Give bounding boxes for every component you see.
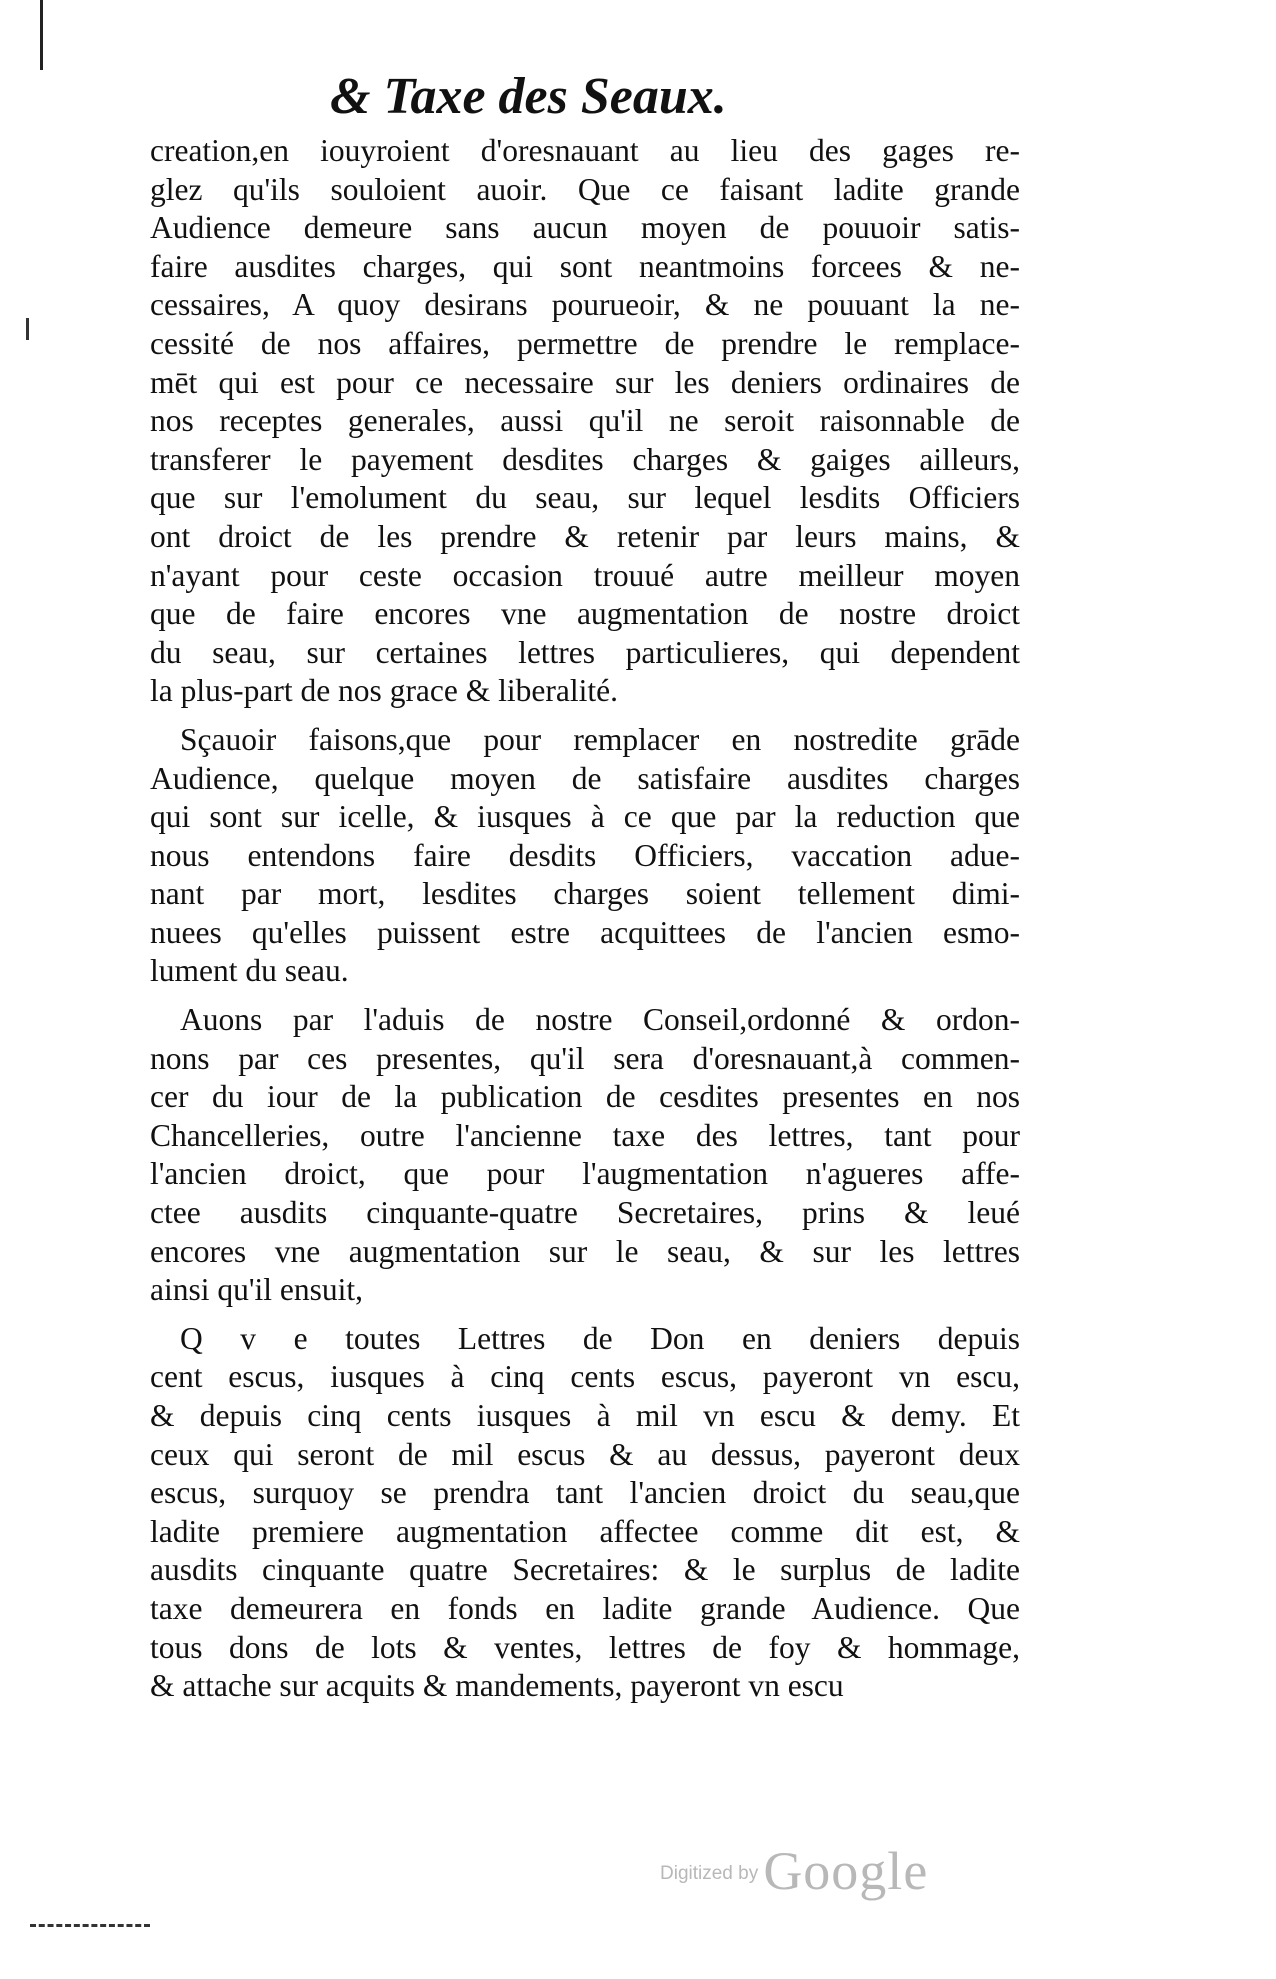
text-line: nons par ces presentes, qu'il sera d'oresnauant,à commen- [150, 1040, 1020, 1076]
paragraph [150, 1001, 1020, 1310]
text-line: nant par mort, lesdites charges soient tellement dimi- [150, 876, 1020, 912]
text-line: ceux qui seront de mil escus & au dessus, payeront deux [150, 1436, 1020, 1472]
text-line: cessaires, A quoy desirans pourueoir, & ne pouuant la ne- [150, 287, 1020, 323]
text-line: que sur l'emolument du seau, sur lequel lesdits Officiers [150, 480, 1020, 516]
paragraph-gap [150, 1310, 1020, 1320]
text-line: ont droict de les prendre & retenir par leurs mains, & [150, 518, 1020, 554]
text-line: ctee ausdits cinquante-quatre Secretaires, prins & leué [150, 1195, 1020, 1231]
margin-mark [26, 318, 29, 340]
text-line: tous dons de lots & ventes, lettres de foy & hommage, [150, 1629, 1020, 1665]
paragraph [150, 1320, 1020, 1706]
text-line: ainsi qu'il ensuit, [150, 1272, 364, 1308]
text-line: Q v e toutes Lettres de Don en deniers depuis [180, 1320, 1020, 1356]
text-line: Audience, quelque moyen de satisfaire ausdites charges [150, 760, 1020, 796]
text-line: cent escus, iusques à cinq cents escus, payeront vn escu, [150, 1359, 1020, 1395]
text-line: taxe demeurera en fonds en ladite grande Audience. Que [150, 1590, 1020, 1626]
text-line: nos receptes generales, aussi qu'il ne seroit raisonnable de [150, 403, 1020, 439]
text-line: cessité de nos affaires, permettre de prendre le remplace- [150, 325, 1020, 361]
paragraph-gap [150, 991, 1020, 1001]
text-line: creation,en iouyroient d'oresnauant au lieu des gages re- [150, 133, 1020, 168]
text-line: l'ancien droict, que pour l'augmentation n'agueres affe- [150, 1156, 1020, 1192]
text-line: & depuis cinq cents iusques à mil vn escu & demy. Et [150, 1398, 1020, 1433]
text-line: nous entendons faire desdits Officiers, vaccation adue- [150, 837, 1020, 873]
text-line: n'ayant pour ceste occasion trouué autre meilleur moyen [150, 557, 1020, 593]
text-line: qui sont sur icelle, & iusques à ce que par la reduction que [150, 799, 1020, 835]
text-line: Sçauoir faisons,que pour remplacer en nostredite grāde [180, 721, 1020, 757]
text-line: Chancelleries, outre l'ancienne taxe des lettres, tant pour [150, 1117, 1020, 1153]
text-line: escus, surquoy se prendra tant l'ancien droict du seau,que [150, 1475, 1020, 1511]
text-line: mēt qui est pour ce necessaire sur les deniers ordinaires de [150, 364, 1020, 400]
text-line: ladite premiere augmentation affectee comme dit est, & [150, 1513, 1020, 1549]
text-line: nuees qu'elles puissent estre acquittees de l'ancien esmo- [150, 914, 1020, 950]
google-watermark [660, 1840, 990, 1910]
text-line: la plus-part de nos grace & liberalité. [150, 673, 618, 709]
binding-edge-line [40, 0, 43, 70]
text-line: cer du iour de la publication de cesdites presentes en nos [150, 1079, 1020, 1115]
paragraph [150, 721, 1020, 991]
text-line: du seau, sur certaines lettres particulieres, qui dependent [150, 634, 1020, 670]
text-line: encores vne augmentation sur le seau, & sur les lettres [150, 1233, 1020, 1269]
google-logo: Google [763, 1841, 929, 1901]
running-header: & Taxe des Seaux. [330, 68, 727, 125]
text-line: ausdits cinquante quatre Secretaires: & le surplus de ladite [150, 1552, 1020, 1588]
text-line: que de faire encores vne augmentation de nostre droict [150, 596, 1020, 632]
text-line: glez qu'ils souloient auoir. Que ce faisant ladite grande [150, 171, 1020, 207]
text-line: Auons par l'aduis de nostre Conseil,ordonné & ordon- [180, 1002, 1020, 1038]
text-line: transferer le payement desdites charges & gaiges ailleurs, [150, 441, 1020, 477]
footer-scan-mark [30, 1924, 150, 1933]
body-text [150, 132, 1020, 1706]
paragraph [150, 132, 1020, 711]
text-line: faire ausdites charges, qui sont neantmoins forcees & ne- [150, 248, 1020, 284]
paragraph-gap [150, 711, 1020, 721]
watermark-prefix: Digitized by [660, 1863, 759, 1884]
text-line: Audience demeure sans aucun moyen de pouuoir satis- [150, 210, 1020, 246]
text-line: lument du seau. [150, 953, 349, 989]
text-line: & attache sur acquits & mandements, payeront vn escu [150, 1668, 844, 1704]
